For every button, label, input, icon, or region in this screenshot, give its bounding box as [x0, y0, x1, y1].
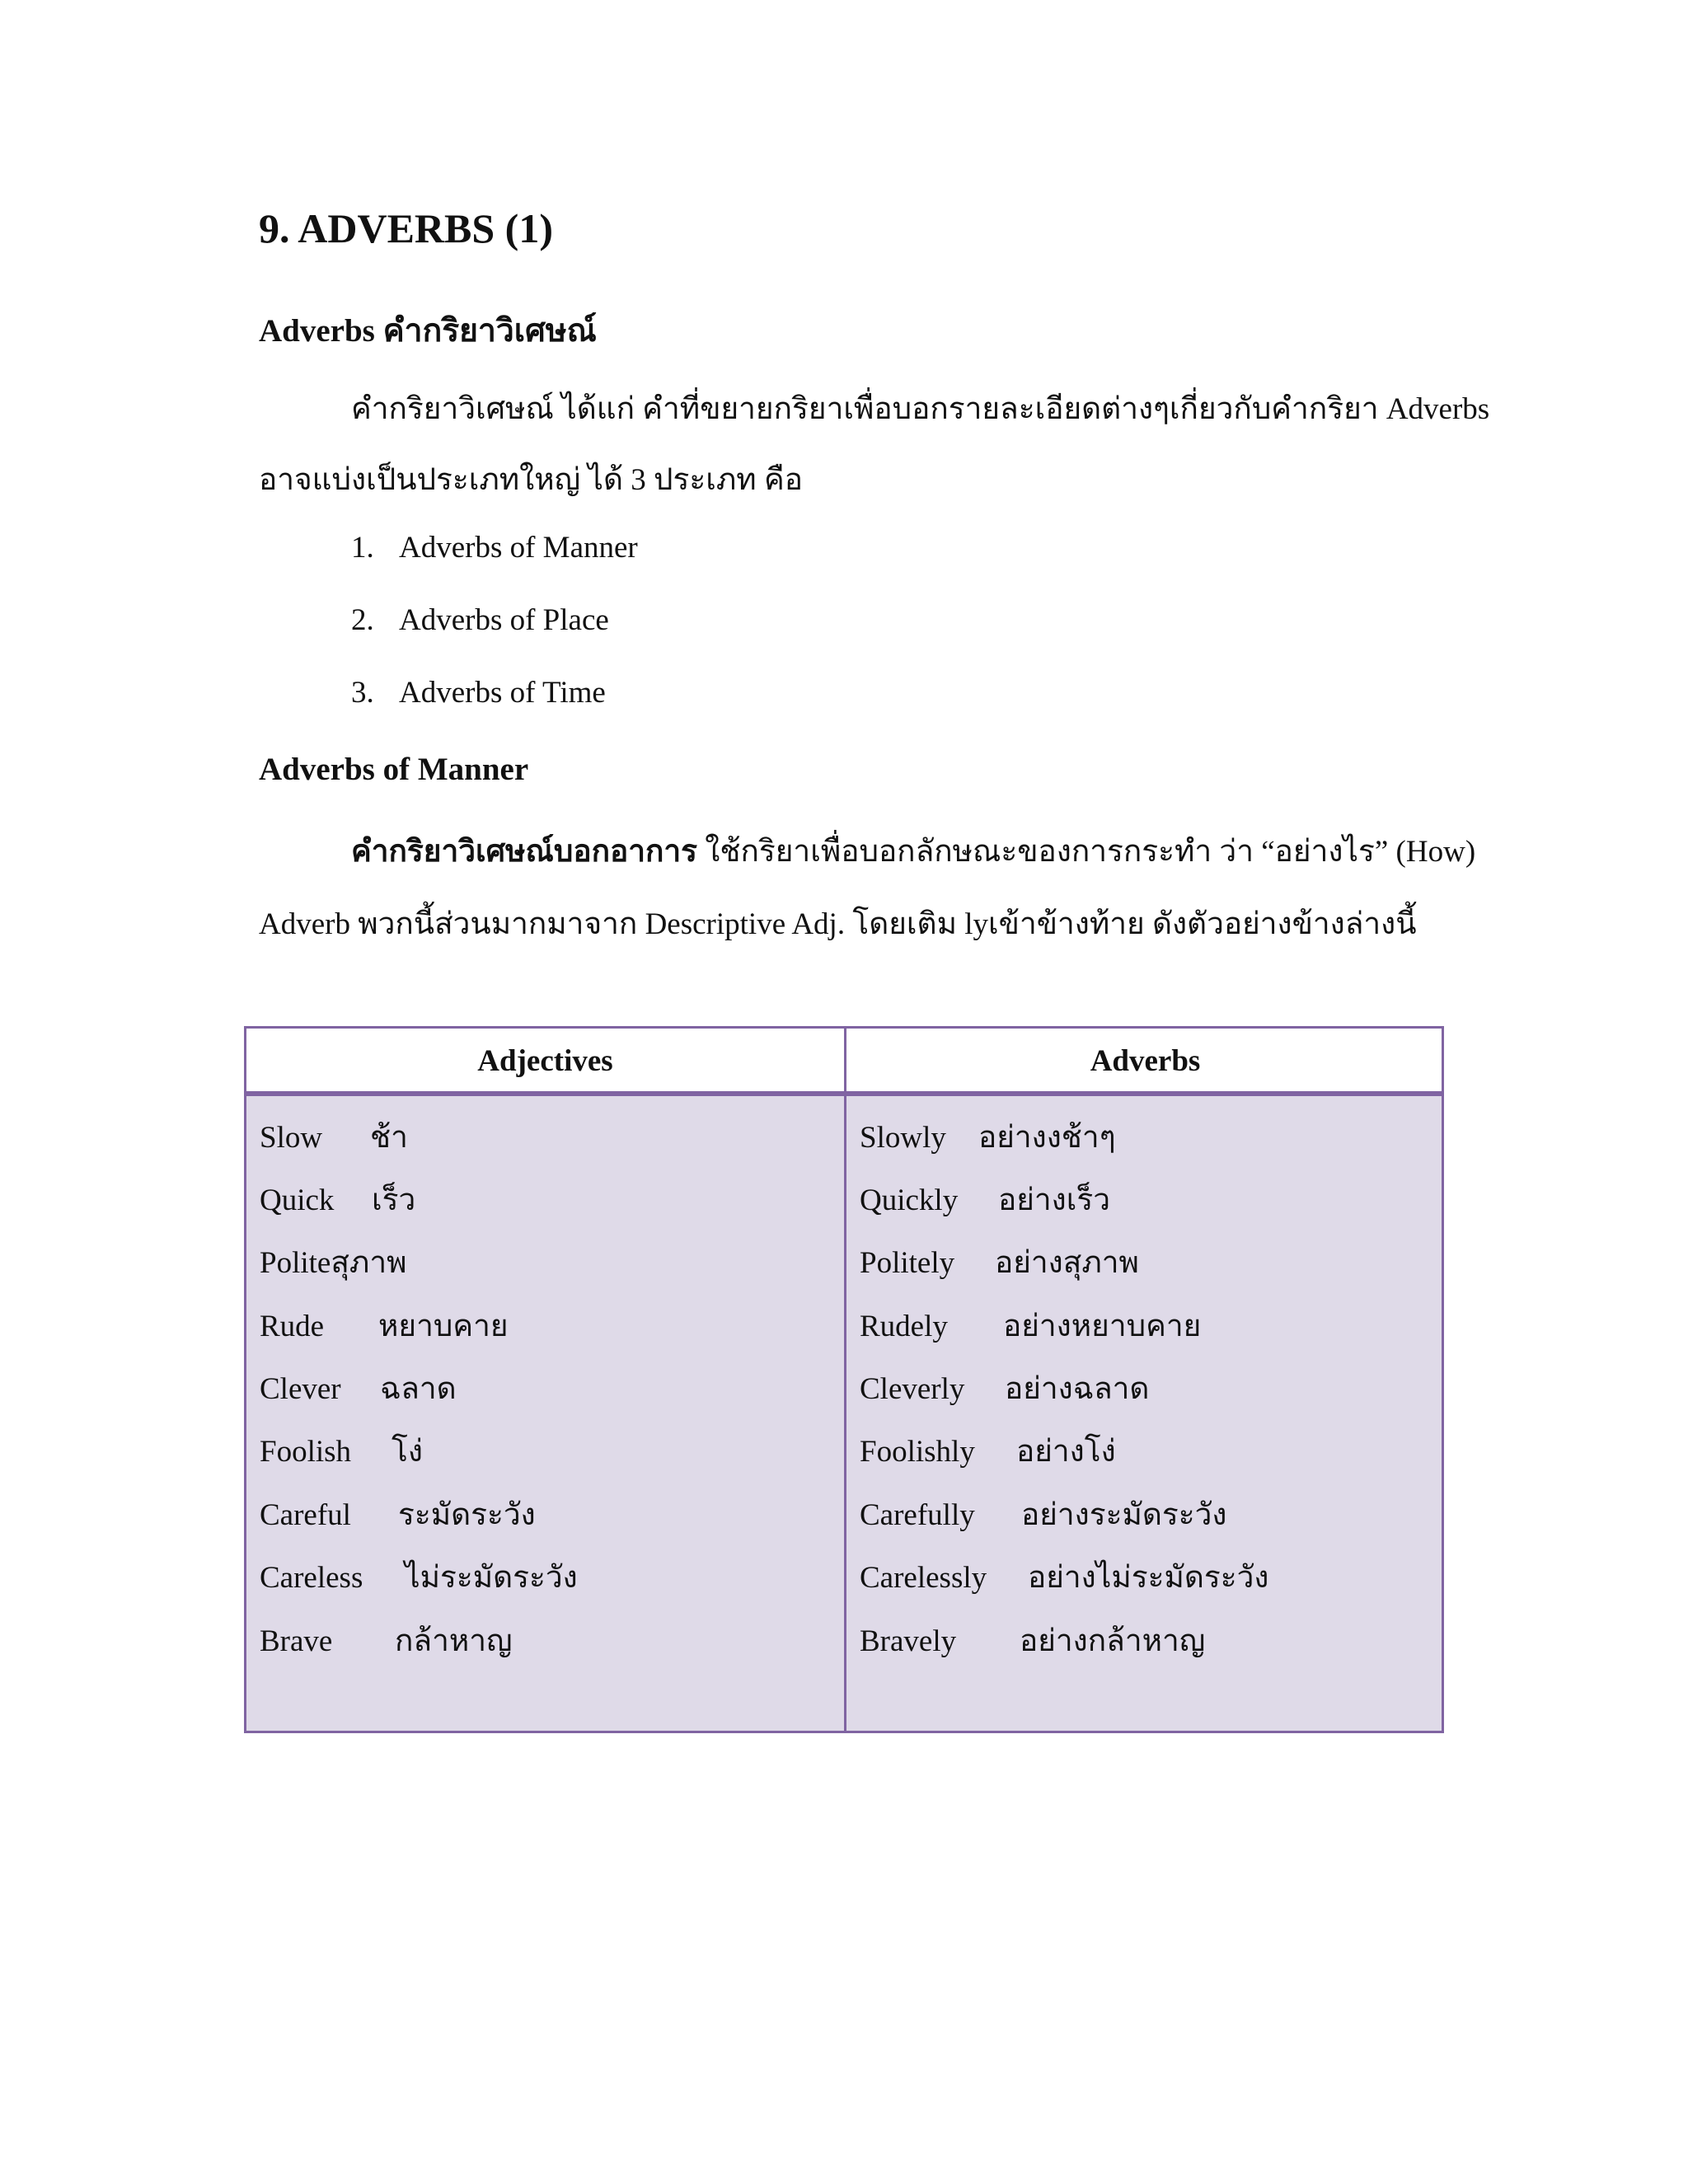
table-row — [860, 1553, 1269, 1601]
adverb-word: Politely — [860, 1246, 955, 1280]
page-title: 9. ADVERBS (1) — [259, 205, 553, 251]
list-label: Adverbs of Manner — [399, 531, 638, 565]
adverb-thai: อย่างระมัดระวัง — [1021, 1498, 1227, 1532]
manner-paragraph-line-1 — [351, 827, 1475, 875]
adverb-word: Quickly — [860, 1183, 959, 1217]
adjective-word: Quick — [260, 1183, 335, 1217]
list-label: Adverbs of Time — [399, 676, 606, 710]
adverb-word: Rudely — [860, 1310, 948, 1343]
table-row — [860, 1427, 1116, 1475]
table-header-adjectives: Adjectives — [477, 1044, 613, 1078]
adverb-thai: อย่างงช้าๆ — [978, 1121, 1116, 1155]
adverb-thai: อย่างกล้าหาญ — [1020, 1624, 1206, 1658]
table-row — [260, 1301, 509, 1350]
table-row — [860, 1301, 1201, 1350]
section-heading-manner: Adverbs of Manner — [259, 752, 529, 787]
adverb-thai: อย่างไม่ระมัดระวัง — [1028, 1561, 1269, 1595]
adverb-thai: อย่างโง่ — [1016, 1435, 1116, 1469]
table-row — [260, 1553, 578, 1601]
table-row — [860, 1490, 1227, 1539]
list-item — [351, 602, 609, 638]
adjective-thai: เร็ว — [372, 1183, 416, 1217]
adverb-word: Cleverly — [860, 1372, 965, 1406]
adverb-word: Carefully — [860, 1498, 975, 1532]
adjective-word: Brave — [260, 1624, 333, 1658]
adjective-word: Foolish — [260, 1435, 352, 1469]
adjective-thai: โง่ — [392, 1435, 423, 1469]
list-item — [351, 530, 638, 565]
adverb-thai: อย่างหยาบคาย — [1003, 1310, 1202, 1343]
adverb-thai: อย่างเร็ว — [998, 1183, 1111, 1217]
table-row — [260, 1364, 457, 1413]
adjective-thai: สุภาพ — [331, 1246, 407, 1280]
adjective-word: Rude — [260, 1310, 325, 1343]
table-row — [260, 1490, 536, 1539]
adverb-thai: อย่างฉลาด — [1005, 1372, 1150, 1406]
table-row — [260, 1238, 406, 1286]
table-header-adverbs: Adverbs — [1090, 1044, 1201, 1078]
list-item — [351, 675, 606, 710]
adjectives-adverbs-table — [244, 1026, 1444, 1733]
adverb-word: Bravely — [860, 1624, 957, 1658]
adjective-thai: ฉลาด — [380, 1372, 457, 1406]
manner-bold-term: คำกริยาวิเศษณ์บอกอาการ — [351, 835, 698, 869]
adjective-thai: หยาบคาย — [378, 1310, 509, 1343]
table-row — [860, 1364, 1149, 1413]
table-row — [860, 1238, 1139, 1286]
table-row — [260, 1113, 408, 1161]
intro-paragraph-line-2: อาจแบ่งเป็นประเภทใหญ่ ได้ 3 ประเภท คือ — [259, 463, 803, 497]
intro-paragraph-line-1: คำกริยาวิเศษณ์ ได้แก่ คำที่ขยายกริยาเพื่อบอกรายละเอียดต่างๆเกี่ยวกับคำกริยา Adverbs — [351, 392, 1490, 426]
table-row — [860, 1113, 1116, 1161]
list-number: 2. — [351, 603, 374, 637]
manner-line-1-rest: ใช้กริยาเพื่อบอกลักษณะของการกระทำ ว่า “อย่างไร” (How) — [697, 835, 1476, 869]
adjective-thai: ไม่ระมัดระวัง — [405, 1561, 578, 1595]
adjective-word: Clever — [260, 1372, 341, 1406]
list-number: 1. — [351, 531, 374, 565]
list-label: Adverbs of Place — [399, 603, 609, 637]
table-row — [260, 1616, 513, 1665]
manner-paragraph-line-2: Adverb พวกนี้ส่วนมากมาจาก Descriptive Adj. โดยเติม lyเข้าข้างท้าย ดังตัวอย่างข้างล่างนี้ — [259, 907, 1417, 941]
adverb-thai: อย่างสุภาพ — [995, 1246, 1139, 1280]
adverb-word: Carelessly — [860, 1561, 987, 1595]
adverb-word: Foolishly — [860, 1435, 975, 1469]
table-row — [860, 1175, 1110, 1224]
adjective-thai: ระมัดระวัง — [398, 1498, 536, 1532]
table-row — [860, 1616, 1205, 1665]
adjective-word: Careful — [260, 1498, 351, 1532]
column-divider — [844, 1029, 846, 1731]
adjective-word: Polite — [260, 1246, 331, 1280]
table-row — [260, 1175, 415, 1224]
adjective-thai: กล้าหาญ — [395, 1624, 513, 1658]
table-row — [260, 1427, 423, 1475]
list-number: 3. — [351, 676, 374, 710]
adjective-word: Slow — [260, 1121, 323, 1155]
adverb-word: Slowly — [860, 1121, 946, 1155]
adjective-thai: ช้า — [370, 1121, 408, 1155]
section-heading-adverbs: Adverbs คำกริยาวิเศษณ์ — [259, 313, 597, 349]
adjective-word: Careless — [260, 1561, 363, 1595]
